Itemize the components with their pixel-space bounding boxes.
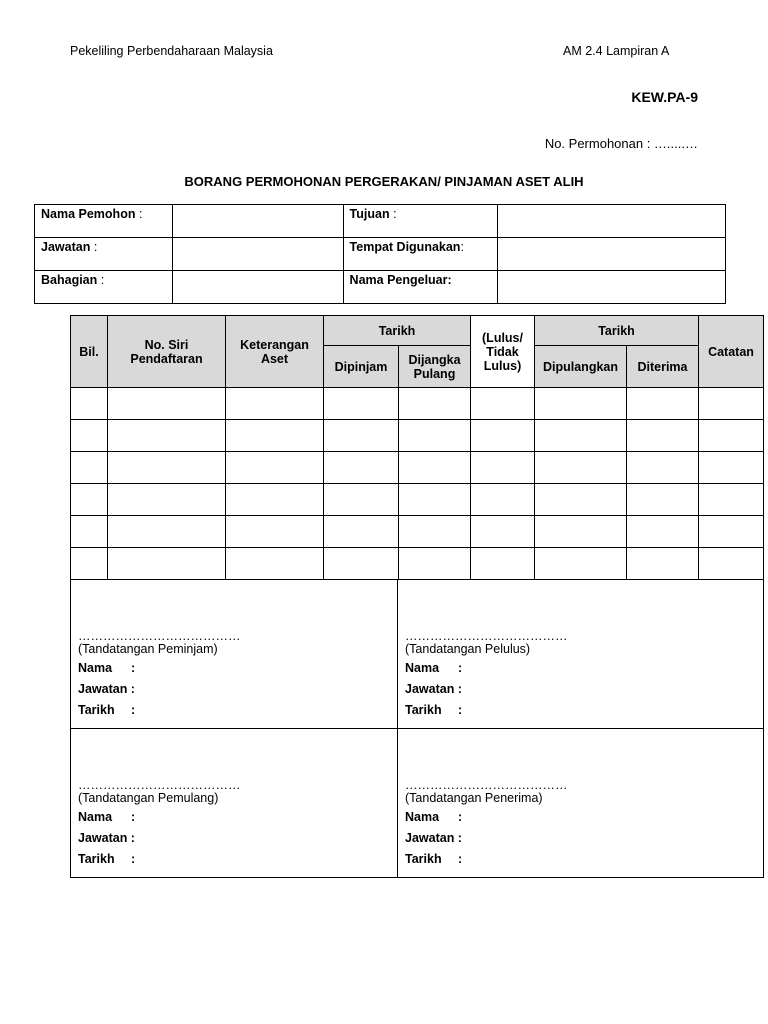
- jawatan-field: Jawatan :: [78, 682, 135, 696]
- table-cell[interactable]: [699, 420, 764, 452]
- form-code: KEW.PA-9: [631, 89, 698, 105]
- table-cell[interactable]: [324, 548, 399, 580]
- table-cell[interactable]: [399, 516, 471, 548]
- table-cell[interactable]: [71, 484, 108, 516]
- table-row: [71, 452, 764, 484]
- table-cell[interactable]: [324, 452, 399, 484]
- nama-field: Nama :: [78, 661, 136, 675]
- table-row: [71, 420, 764, 452]
- table-cell[interactable]: [71, 548, 108, 580]
- jawatan-field: Jawatan :: [405, 682, 462, 696]
- col-diterima: Diterima: [627, 346, 699, 388]
- asset-table: [70, 315, 764, 580]
- col-tarikh-group-1: Tarikh: [324, 316, 471, 346]
- jawatan-field: Jawatan :: [78, 831, 135, 845]
- table-cell[interactable]: [399, 452, 471, 484]
- nama-field: Nama :: [78, 810, 136, 824]
- table-cell[interactable]: [699, 484, 764, 516]
- col-catatan: Catatan: [699, 316, 764, 388]
- table-cell[interactable]: [535, 516, 627, 548]
- table-cell[interactable]: [699, 516, 764, 548]
- table-cell[interactable]: [108, 516, 226, 548]
- table-cell[interactable]: [324, 484, 399, 516]
- table-cell[interactable]: [108, 452, 226, 484]
- field-pengeluar[interactable]: [498, 271, 726, 304]
- table-cell[interactable]: [108, 420, 226, 452]
- label-nama-pemohon: Nama Pemohon :: [35, 205, 173, 238]
- col-no-siri: No. Siri Pendaftaran: [108, 316, 226, 388]
- table-cell[interactable]: [535, 452, 627, 484]
- signature-line: …………………………………: [78, 629, 241, 643]
- table-cell[interactable]: [471, 452, 535, 484]
- col-dipinjam: Dipinjam: [324, 346, 399, 388]
- table-cell[interactable]: [399, 548, 471, 580]
- table-cell[interactable]: [535, 484, 627, 516]
- field-tempat[interactable]: [498, 238, 726, 271]
- signature-line: …………………………………: [78, 778, 241, 792]
- table-cell[interactable]: [471, 388, 535, 420]
- table-row: [71, 484, 764, 516]
- field-nama-pemohon[interactable]: [172, 205, 343, 238]
- table-cell[interactable]: [699, 452, 764, 484]
- table-cell[interactable]: [627, 452, 699, 484]
- table-cell[interactable]: [535, 388, 627, 420]
- label-jawatan: Jawatan :: [35, 238, 173, 271]
- table-cell[interactable]: [399, 484, 471, 516]
- field-jawatan[interactable]: [172, 238, 343, 271]
- table-cell[interactable]: [108, 388, 226, 420]
- signature-label: (Tandatangan Pelulus): [405, 642, 531, 656]
- table-cell[interactable]: [699, 548, 764, 580]
- col-dipulangkan: Dipulangkan: [535, 346, 627, 388]
- table-cell[interactable]: [226, 452, 324, 484]
- signature-pelulus[interactable]: [398, 580, 764, 729]
- table-cell[interactable]: [627, 484, 699, 516]
- table-cell[interactable]: [699, 388, 764, 420]
- table-cell[interactable]: [226, 548, 324, 580]
- label-tempat: Tempat Digunakan:: [343, 238, 498, 271]
- signature-pemulang[interactable]: [71, 729, 398, 878]
- signature-line: …………………………………: [405, 629, 568, 643]
- table-cell[interactable]: [324, 420, 399, 452]
- table-cell[interactable]: [226, 484, 324, 516]
- tarikh-field: Tarikh :: [405, 852, 463, 866]
- signature-label: (Tandatangan Penerima): [405, 791, 543, 805]
- nama-field: Nama :: [405, 661, 463, 675]
- table-cell[interactable]: [627, 388, 699, 420]
- tarikh-field: Tarikh :: [78, 703, 136, 717]
- applicant-info-table: [34, 204, 726, 304]
- table-cell[interactable]: [71, 452, 108, 484]
- signature-label: (Tandatangan Peminjam): [78, 642, 218, 656]
- table-cell[interactable]: [324, 516, 399, 548]
- col-keterangan: Keterangan Aset: [226, 316, 324, 388]
- col-dijangka: Dijangka Pulang: [399, 346, 471, 388]
- label-pengeluar: Nama Pengeluar:: [343, 271, 498, 304]
- signature-label: (Tandatangan Pemulang): [78, 791, 219, 805]
- table-cell[interactable]: [627, 548, 699, 580]
- request-number: No. Permohonan : ….....…: [544, 136, 698, 151]
- jawatan-field: Jawatan :: [405, 831, 462, 845]
- table-cell[interactable]: [71, 420, 108, 452]
- signature-penerima[interactable]: [398, 729, 764, 878]
- table-cell[interactable]: [627, 516, 699, 548]
- table-cell[interactable]: [399, 420, 471, 452]
- signature-peminjam[interactable]: [71, 580, 398, 729]
- label-tujuan: Tujuan :: [343, 205, 498, 238]
- field-tujuan[interactable]: [498, 205, 726, 238]
- header-right: AM 2.4 Lampiran A: [563, 44, 670, 58]
- col-bil: Bil.: [71, 316, 108, 388]
- col-lulus: (Lulus/ Tidak Lulus): [471, 316, 535, 388]
- table-row: [71, 388, 764, 420]
- table-cell[interactable]: [535, 548, 627, 580]
- tarikh-field: Tarikh :: [405, 703, 463, 717]
- label-bahagian: Bahagian :: [35, 271, 173, 304]
- table-cell[interactable]: [226, 516, 324, 548]
- header-left: Pekeliling Perbendaharaan Malaysia: [70, 44, 273, 58]
- table-cell[interactable]: [627, 420, 699, 452]
- table-cell[interactable]: [399, 388, 471, 420]
- table-cell[interactable]: [535, 420, 627, 452]
- signature-table: [70, 579, 764, 878]
- table-cell[interactable]: [471, 484, 535, 516]
- table-cell[interactable]: [471, 548, 535, 580]
- tarikh-field: Tarikh :: [78, 852, 136, 866]
- table-cell[interactable]: [108, 548, 226, 580]
- table-cell[interactable]: [471, 516, 535, 548]
- table-cell[interactable]: [226, 420, 324, 452]
- table-row: [71, 516, 764, 548]
- col-tarikh-group-2: Tarikh: [535, 316, 699, 346]
- table-cell[interactable]: [108, 484, 226, 516]
- field-bahagian[interactable]: [172, 271, 343, 304]
- table-cell[interactable]: [471, 420, 535, 452]
- nama-field: Nama :: [405, 810, 463, 824]
- table-cell[interactable]: [226, 388, 324, 420]
- table-row: [71, 548, 764, 580]
- signature-line: …………………………………: [405, 778, 568, 792]
- form-title: BORANG PERMOHONAN PERGERAKAN/ PINJAMAN ASET ALIH: [184, 174, 584, 189]
- table-cell[interactable]: [324, 388, 399, 420]
- table-cell[interactable]: [71, 516, 108, 548]
- table-cell[interactable]: [71, 388, 108, 420]
